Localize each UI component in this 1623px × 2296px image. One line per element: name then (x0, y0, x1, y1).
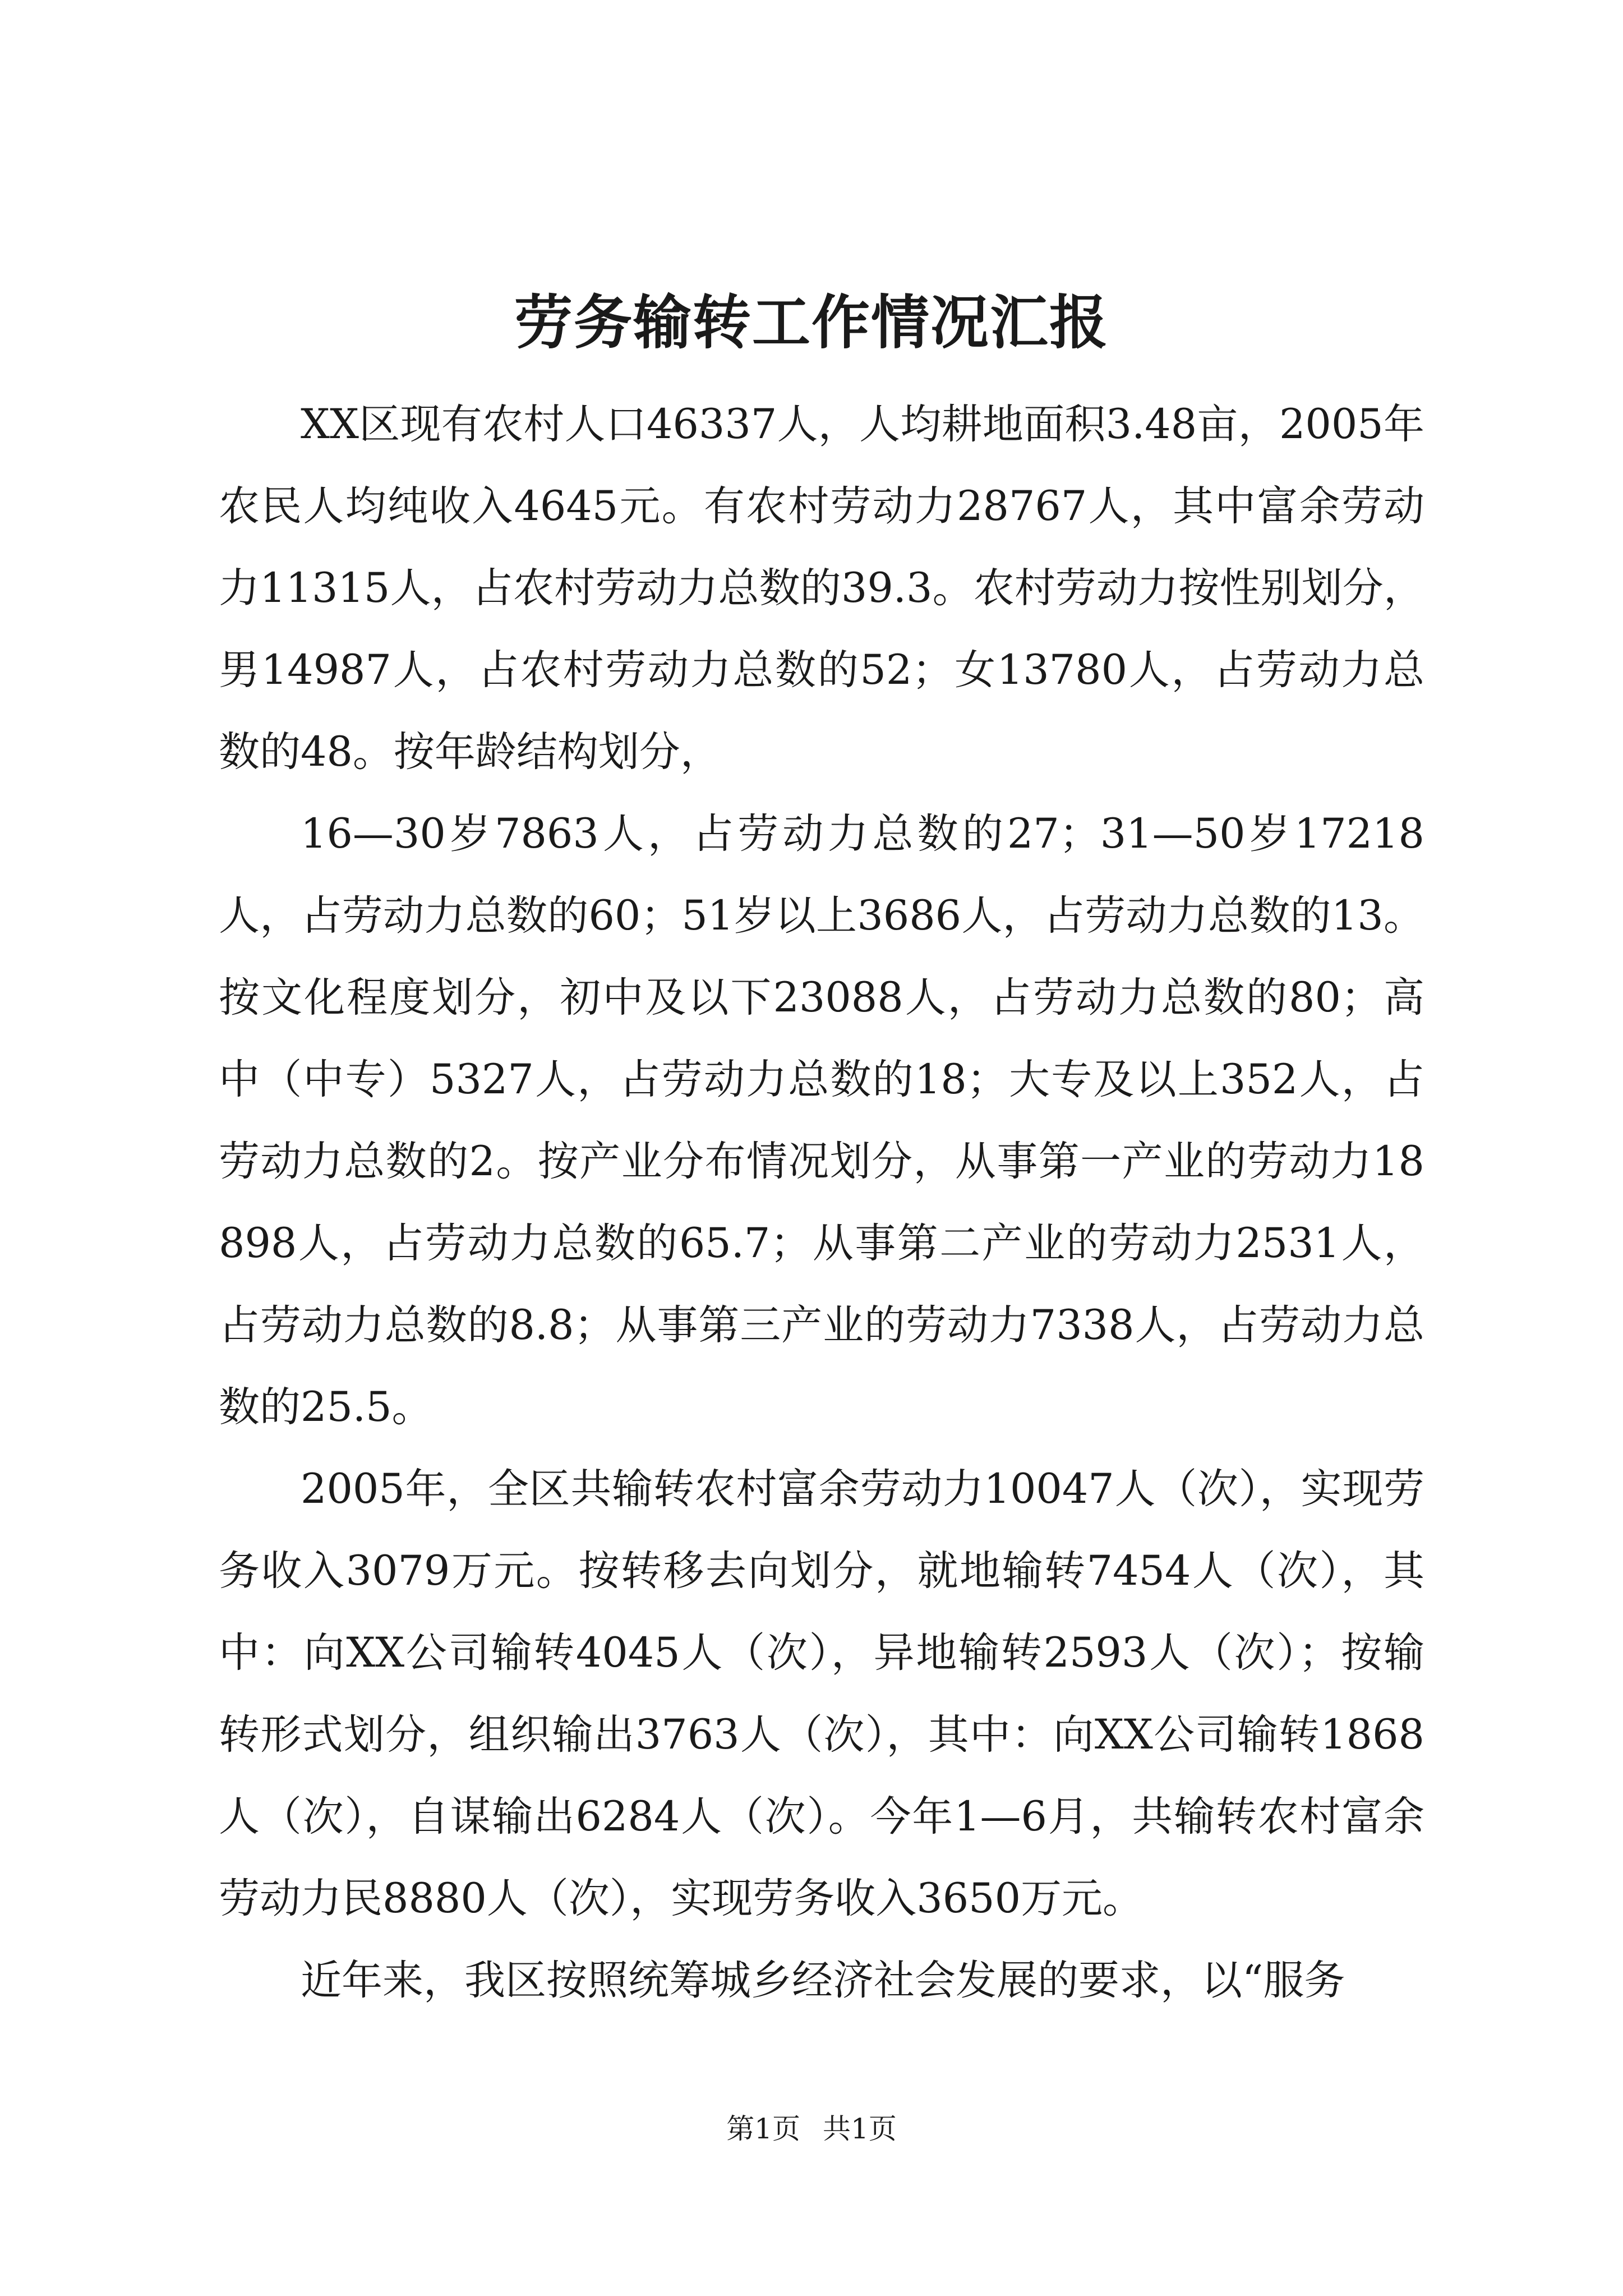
page-number: 第1页 (726, 2113, 800, 2145)
document-body (219, 384, 1424, 2022)
page-total: 共1页 (823, 2113, 897, 2145)
paragraph-recent-work: 近年来，我区按照统筹城乡经济社会发展的要求，以“服务 (301, 1957, 1345, 2004)
document-title: 劳务输转工作情况汇报 (514, 288, 1109, 357)
page-footer (0, 2109, 1623, 2148)
paragraph-population-overview: XX区现有农村人口46337人，人均耕地面积3.48亩，2005年农民人均纯收入4645元。有农村劳动力28767人，其中富余劳动力11315人，占农村劳动力总数的39.3。农村劳动力按性别划分，男14987人，占农村劳动力总数的52；女13780人，占劳动力总数的48。按年龄结构划分， (219, 401, 1424, 776)
paragraph-labor-structure: 16—30岁7863人，占劳动力总数的27；31—50岁17218人，占劳动力总数的60；51岁以上3686人，占劳动力总数的13。按文化程度划分，初中及以下23088人，占劳动力总数的80；高中（中专）5327人，占劳动力总数的18；大专及以上352人，占劳动力总数的2。按产业分布情况划分，从事第一产业的劳动力18898人，占劳动力总数的65.7；从事第二产业的劳动力2531人，占劳动力总数的8.8；从事第三产业的劳动力7338人，占劳动力总数的25.5。 (219, 810, 1424, 1431)
paragraph-transfer-statistics: 2005年，全区共输转农村富余劳动力10047人（次），实现劳务收入3079万元。按转移去向划分，就地输转7454人（次），其中：向XX公司输转4045人（次），异地输转2593人（次）；按输转形式划分，组织输出3763人（次），其中：向XX公司输转1868人（次），自谋输出6284人（次）。今年1—6月，共输转农村富余劳动力民8880人（次），实现劳务收入3650万元。 (219, 1465, 1424, 1922)
